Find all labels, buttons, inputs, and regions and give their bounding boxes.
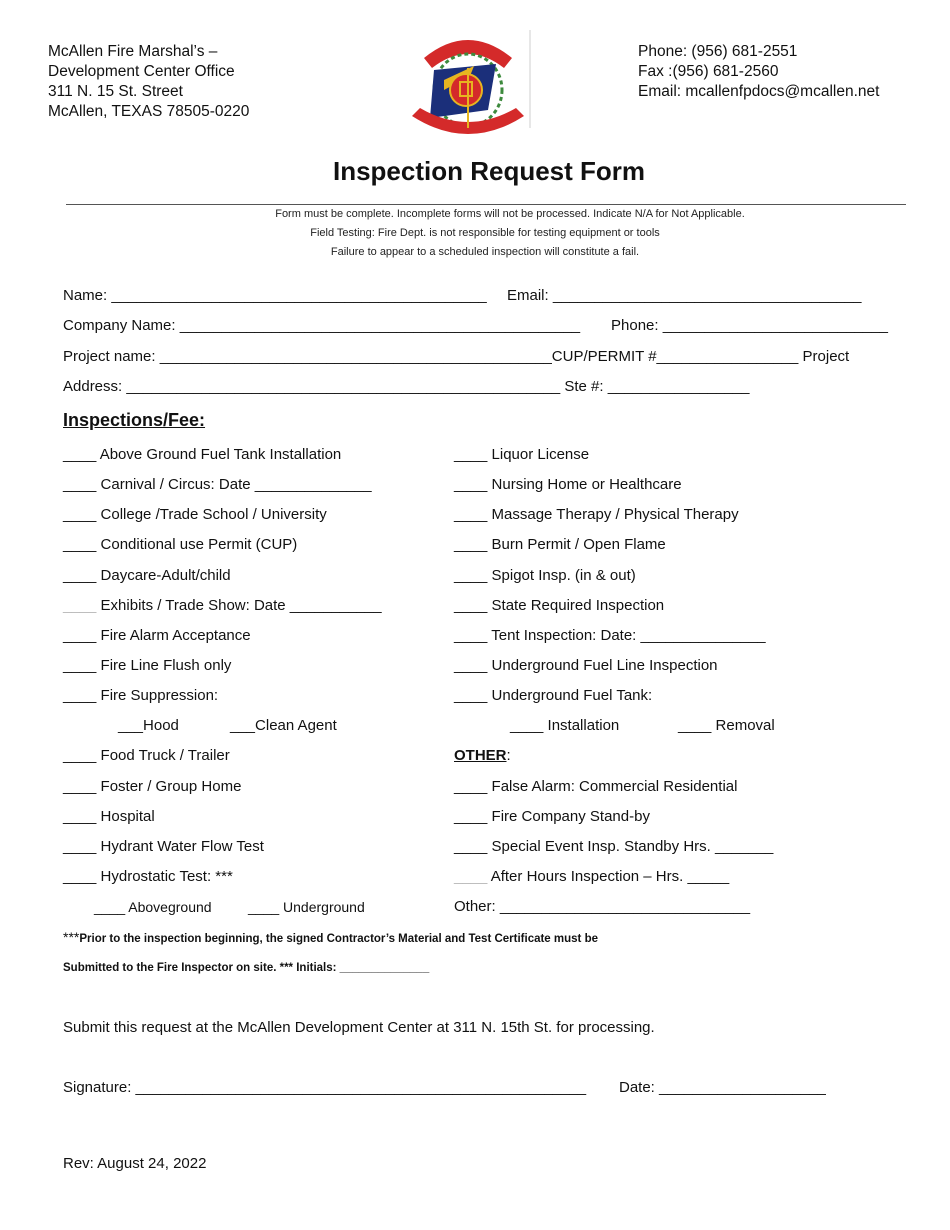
other-heading: OTHER: bbox=[454, 747, 511, 764]
item-foster-home[interactable]: ____ Foster / Group Home bbox=[63, 778, 242, 795]
phone-line: Phone: (956) 681-2551 bbox=[638, 43, 798, 60]
contact-info bbox=[638, 42, 879, 102]
item-special-event[interactable]: ____ Special Event Insp. Standby Hrs. _______ bbox=[454, 838, 774, 855]
fax-line: Fax :(956) 681-2560 bbox=[638, 63, 779, 80]
sub-underground[interactable]: ____ Underground bbox=[248, 899, 365, 915]
sub-hood[interactable]: ___Hood bbox=[118, 717, 179, 734]
note-field-testing: Field Testing: Fire Dept. is not responsible for testing equipment or tools bbox=[310, 227, 660, 239]
item-after-hours[interactable] bbox=[454, 868, 729, 885]
item-nursing-home[interactable]: ____ Nursing Home or Healthcare bbox=[454, 476, 682, 493]
blank-line: ____ bbox=[63, 597, 97, 614]
item-exhibits[interactable] bbox=[63, 597, 382, 614]
project-name-field[interactable]: Project name: _______________________________________________CUP/PERMIT #_________________ Project bbox=[63, 348, 850, 365]
address-line: McAllen Fire Marshal’s – bbox=[48, 43, 218, 60]
email-line: Email: mcallenfpdocs@mcallen.net bbox=[638, 83, 880, 100]
item-hydrant-flow[interactable]: ____ Hydrant Water Flow Test bbox=[63, 838, 264, 855]
address-line: Development Center Office bbox=[48, 63, 235, 80]
item-tent-inspection[interactable]: ____ Tent Inspection: Date: _______________ bbox=[454, 627, 766, 644]
item-state-required[interactable]: ____ State Required Inspection bbox=[454, 597, 665, 614]
item-burn-permit[interactable]: ____ Burn Permit / Open Flame bbox=[454, 536, 666, 553]
asterisks: *** bbox=[63, 929, 80, 945]
item-fire-alarm[interactable]: ____ Fire Alarm Acceptance bbox=[63, 627, 251, 644]
item-conditional-use-permit[interactable]: ____ Conditional use Permit (CUP) bbox=[63, 536, 298, 553]
sub-clean-agent[interactable]: ___Clean Agent bbox=[230, 717, 337, 734]
sub-aboveground[interactable]: ____ Aboveground bbox=[94, 899, 212, 915]
item-other[interactable]: Other: ______________________________ bbox=[454, 898, 751, 915]
signature-field[interactable]: Signature: ______________________________________________________ bbox=[63, 1079, 587, 1096]
item-massage-therapy[interactable]: ____ Massage Therapy / Physical Therapy bbox=[454, 506, 739, 523]
sub-installation[interactable]: ____ Installation bbox=[510, 717, 620, 734]
note-failure: Failure to appear to a scheduled inspection will constitute a fail. bbox=[330, 246, 640, 258]
item-underground-line[interactable]: ____ Underground Fuel Line Inspection bbox=[454, 657, 718, 674]
certificate-text: Prior to the inspection beginning, the signed Contractor’s Material and Test Certificate must be bbox=[79, 933, 598, 945]
title-divider bbox=[66, 204, 906, 205]
item-college-school[interactable]: ____ College /Trade School / University bbox=[63, 506, 327, 523]
address-line: McAllen, TEXAS 78505-0220 bbox=[48, 103, 250, 120]
item-carnival-circus[interactable]: ____ Carnival / Circus: Date ______________ bbox=[63, 476, 372, 493]
sub-removal[interactable]: ____ Removal bbox=[678, 717, 775, 734]
other-label: OTHER bbox=[454, 747, 507, 764]
address-field[interactable]: Address: ____________________________________________________ Ste #: _________________ bbox=[63, 378, 750, 395]
email-field[interactable]: Email: _____________________________________ bbox=[507, 287, 862, 304]
fire-dept-seal-icon bbox=[404, 28, 532, 144]
blank-line: ____ bbox=[454, 868, 488, 885]
note-complete: Form must be complete. Incomplete forms will not be processed. Indicate N/A for Not Applicable. bbox=[275, 208, 745, 220]
date-field[interactable]: Date: ____________________ bbox=[619, 1079, 826, 1096]
submit-instructions: Submit this request at the McAllen Development Center at 311 N. 15th St. for processing. bbox=[63, 1019, 655, 1036]
revision-date: Rev: August 24, 2022 bbox=[63, 1155, 207, 1172]
item-false-alarm[interactable]: ____ False Alarm: Commercial Residential bbox=[454, 778, 738, 795]
item-liquor-license[interactable]: ____ Liquor License bbox=[454, 446, 590, 463]
phone-field[interactable]: Phone: ___________________________ bbox=[611, 317, 888, 334]
item-label: Exhibits / Trade Show: Date ___________ bbox=[100, 597, 382, 614]
item-hydrostatic[interactable]: ____ Hydrostatic Test: *** bbox=[63, 868, 233, 885]
item-food-truck[interactable]: ____ Food Truck / Trailer bbox=[63, 747, 230, 764]
address-line: 311 N. 15 St. Street bbox=[48, 83, 183, 100]
item-daycare[interactable]: ____ Daycare-Adult/child bbox=[63, 567, 231, 584]
item-label: After Hours Inspection – Hrs. _____ bbox=[490, 868, 730, 885]
name-field[interactable]: Name: _____________________________________________ bbox=[63, 287, 487, 304]
item-company-standby[interactable]: ____ Fire Company Stand-by bbox=[454, 808, 650, 825]
item-fire-suppression[interactable]: ____ Fire Suppression: bbox=[63, 687, 219, 704]
inspections-fee-heading: Inspections/Fee: bbox=[63, 410, 206, 430]
office-address bbox=[48, 42, 249, 122]
fire-dept-logo bbox=[404, 28, 532, 144]
item-spigot[interactable]: ____ Spigot Insp. (in & out) bbox=[454, 567, 636, 584]
item-above-ground-tank[interactable]: ____ Above Ground Fuel Tank Installation bbox=[63, 446, 342, 463]
item-underground-tank[interactable]: ____ Underground Fuel Tank: bbox=[454, 687, 653, 704]
item-hospital[interactable]: ____ Hospital bbox=[63, 808, 155, 825]
item-fire-line-flush[interactable]: ____ Fire Line Flush only bbox=[63, 657, 232, 674]
form-title: Inspection Request Form bbox=[332, 156, 646, 186]
company-field[interactable]: Company Name: ________________________________________________ bbox=[63, 317, 581, 334]
certificate-note-line2[interactable]: Submitted to the Fire Inspector on site. *** Initials: ______________ bbox=[63, 962, 430, 974]
certificate-note-line1 bbox=[63, 929, 598, 945]
